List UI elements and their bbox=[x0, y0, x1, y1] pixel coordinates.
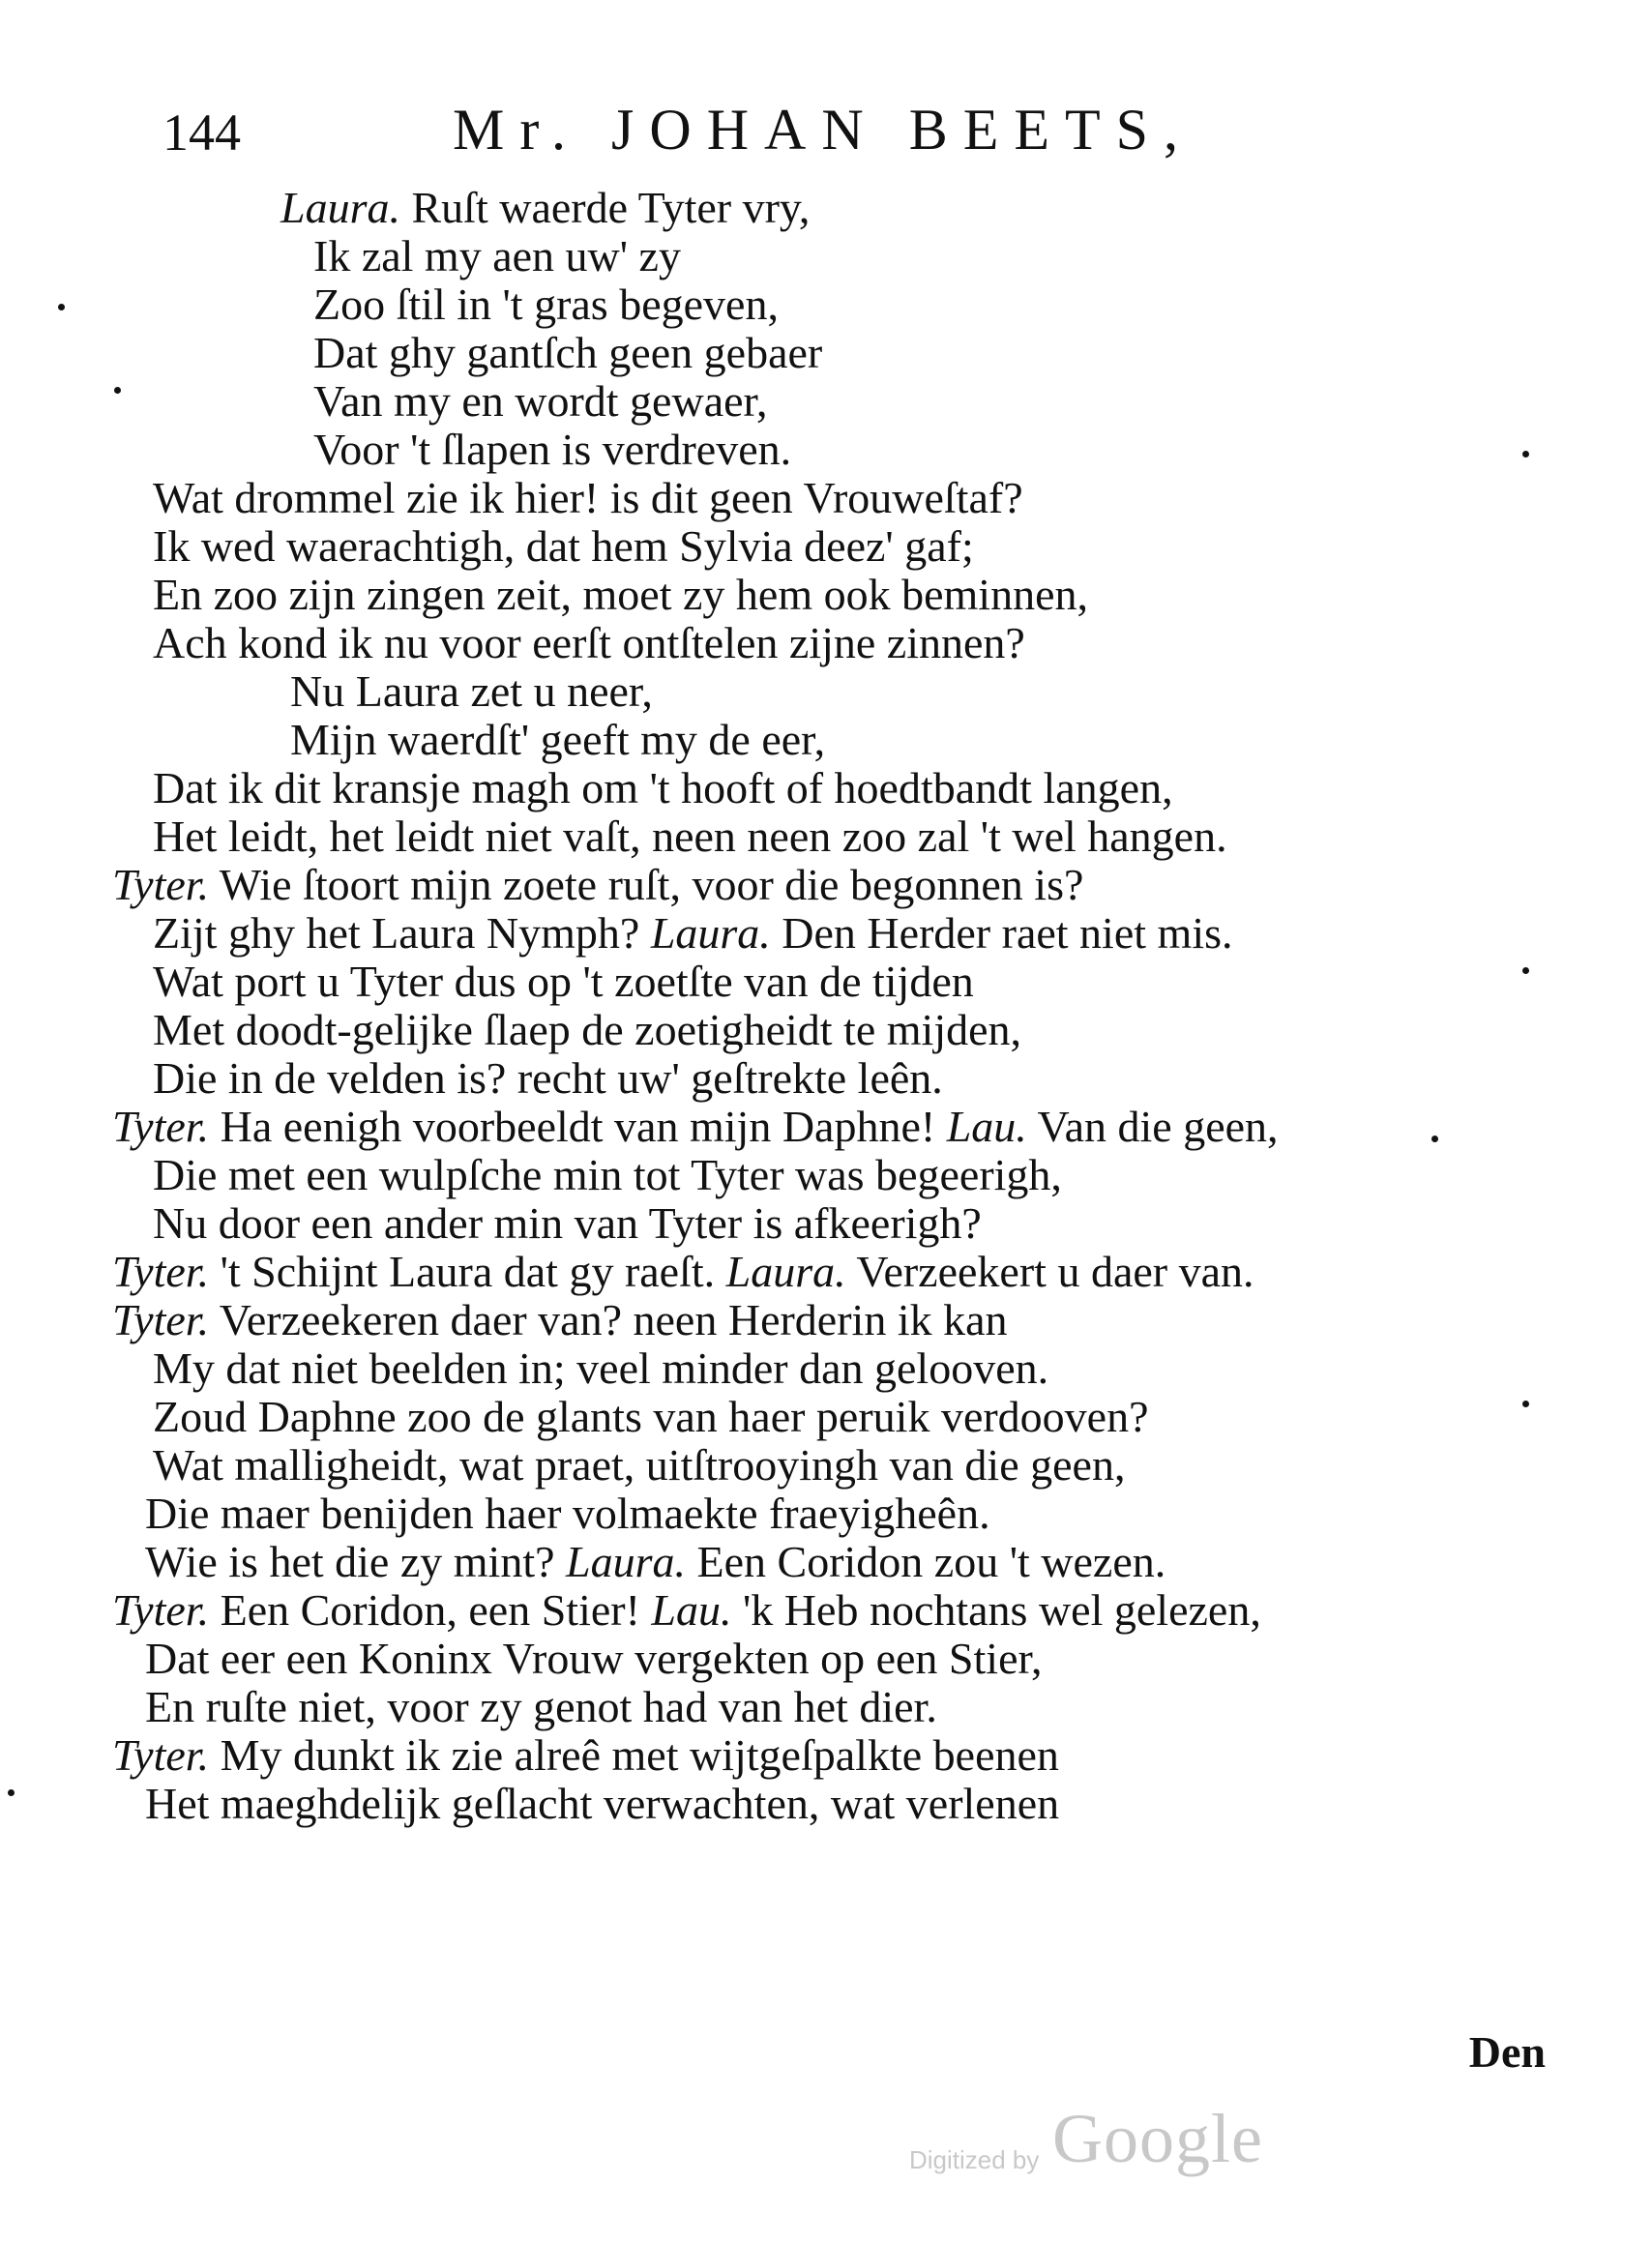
ink-speck bbox=[114, 387, 121, 394]
verse-text-segment: Het maeghdelijk geſlacht verwachten, wat verlenen bbox=[145, 1779, 1060, 1828]
verse-text-segment: Den Herder raet niet mis. bbox=[782, 908, 1233, 958]
speaker-label: Tyter. bbox=[112, 1585, 210, 1635]
speaker-label: Laura. bbox=[280, 183, 400, 232]
verse-text-segment: Ach kond ik nu voor eerſt ontſtelen zijne zinnen? bbox=[153, 618, 1025, 667]
speaker-label: Tyter. bbox=[112, 1247, 210, 1296]
verse-text-segment: Wat drommel zie ik hier! is dit geen Vrouweſtaf? bbox=[153, 473, 1023, 522]
speaker-label: Tyter. bbox=[112, 1295, 210, 1344]
page-number: 144 bbox=[162, 103, 241, 162]
verse-line-34 bbox=[145, 1778, 1059, 1836]
verse-text-segment: Van my en wordt gewaer, bbox=[313, 376, 768, 426]
verse-text-segment: En zoo zijn zingen zeit, moet zy hem ook beminnen, bbox=[153, 570, 1088, 619]
verse-text-segment: Wat port u Tyter dus op 't zoetſte van de tijden bbox=[153, 957, 974, 1006]
ink-speck bbox=[1431, 1136, 1438, 1142]
verse-text-segment: 'k Heb nochtans wel gelezen, bbox=[743, 1585, 1261, 1635]
verse-text-segment: Wie is het die zy mint? bbox=[145, 1537, 555, 1586]
verse-text-segment: Wat malligheidt, wat praet, uitſtrooyingh van die geen, bbox=[153, 1440, 1126, 1490]
page-header bbox=[162, 97, 1304, 174]
verse-text-segment: Ruſt waerde Tyter vry, bbox=[411, 183, 811, 232]
speaker-label: Tyter. bbox=[112, 1730, 210, 1780]
verse-text-segment: Nu Laura zet u neer, bbox=[290, 666, 653, 716]
verse-text-segment: Die maer benijden haer volmaekte fraeyigheên. bbox=[145, 1489, 990, 1538]
speaker-label: Laura. bbox=[725, 1247, 846, 1296]
running-head: Mr. JOHAN BEETS, bbox=[453, 98, 1195, 162]
verse-text-segment: My dunkt ik zie alreê met wijtgeſpalkte beenen bbox=[220, 1730, 1059, 1780]
verse-text-segment: Van die geen, bbox=[1037, 1102, 1279, 1151]
verse-text-segment: Dat ik dit kransje magh om 't hooft of hoedtbandt langen, bbox=[153, 763, 1173, 812]
speaker-label: Laura. bbox=[566, 1537, 687, 1586]
verse-text-segment: Een Coridon zou 't wezen. bbox=[696, 1537, 1166, 1586]
speaker-label: Tyter. bbox=[112, 1102, 210, 1151]
ink-speck bbox=[58, 304, 65, 310]
google-logo: Google bbox=[1052, 2100, 1263, 2177]
ink-speck bbox=[8, 1789, 15, 1796]
verse-text-segment: Ik zal my aen uw' zy bbox=[313, 231, 681, 280]
verse-text-segment: Dat ghy gantſch geen gebaer bbox=[313, 328, 823, 377]
speaker-label: Lau. bbox=[651, 1585, 732, 1635]
ink-speck bbox=[1522, 1401, 1529, 1407]
verse-text-segment: En ruſte niet, voor zy genot had van het dier. bbox=[145, 1682, 937, 1731]
speaker-label: Laura. bbox=[650, 908, 771, 958]
verse-text-segment: Met doodt-gelijke ſlaep de zoetigheidt te mijden, bbox=[153, 1005, 1022, 1054]
speaker-label: Lau. bbox=[946, 1102, 1027, 1151]
verse-text-segment: Nu door een ander min van Tyter is afkeerigh? bbox=[153, 1198, 982, 1248]
verse-text-segment: Zijt ghy het Laura Nymph? bbox=[153, 908, 640, 958]
ink-speck bbox=[1522, 451, 1529, 457]
speaker-label: Tyter. bbox=[112, 860, 210, 909]
ink-speck bbox=[1522, 967, 1529, 974]
verse-text-segment: 't Schijnt Laura dat gy raeſt. bbox=[220, 1247, 716, 1296]
verse-text-segment: Die met een wulpſche min tot Tyter was begeerigh, bbox=[153, 1150, 1062, 1199]
verse-text-segment: Het leidt, het leidt niet vaſt, neen neen zoo zal 't wel hangen. bbox=[153, 812, 1227, 861]
verse-text-segment: Zoud Daphne zoo de glants van haer peruik verdooven? bbox=[153, 1392, 1149, 1441]
verse-text-segment: Voor 't ſlapen is verdreven. bbox=[313, 425, 792, 474]
watermark-caption: Digitized by bbox=[909, 2145, 1040, 2174]
verse-text-segment: Wie ſtoort mijn zoete ruſt, voor die begonnen is? bbox=[219, 860, 1084, 909]
verse-text-segment: Verzeekert u daer van. bbox=[856, 1247, 1254, 1296]
verse-text-segment: Dat eer een Koninx Vrouw vergekten op een Stier, bbox=[145, 1634, 1043, 1683]
verse-text-segment: My dat niet beelden in; veel minder dan gelooven. bbox=[153, 1343, 1049, 1393]
digitized-watermark bbox=[909, 2099, 1296, 2186]
verse-text-segment: Een Coridon, een Stier! bbox=[220, 1585, 640, 1635]
verse-text-segment: Verzeekeren daer van? neen Herderin ik kan bbox=[219, 1295, 1008, 1344]
verse-text-segment: Mijn waerdſt' geeft my de eer, bbox=[290, 715, 826, 764]
verse-text-segment: Die in de velden is? recht uw' geſtrekte leên. bbox=[153, 1053, 943, 1103]
verse-text-segment: Zoo ſtil in 't gras begeven, bbox=[313, 280, 779, 329]
verse-text-segment: Ik wed waerachtigh, dat hem Sylvia deez' gaf; bbox=[153, 521, 974, 571]
catchword: Den bbox=[1468, 2027, 1546, 2077]
verse-text-segment: Ha eenigh voorbeeldt van mijn Daphne! bbox=[220, 1102, 936, 1151]
